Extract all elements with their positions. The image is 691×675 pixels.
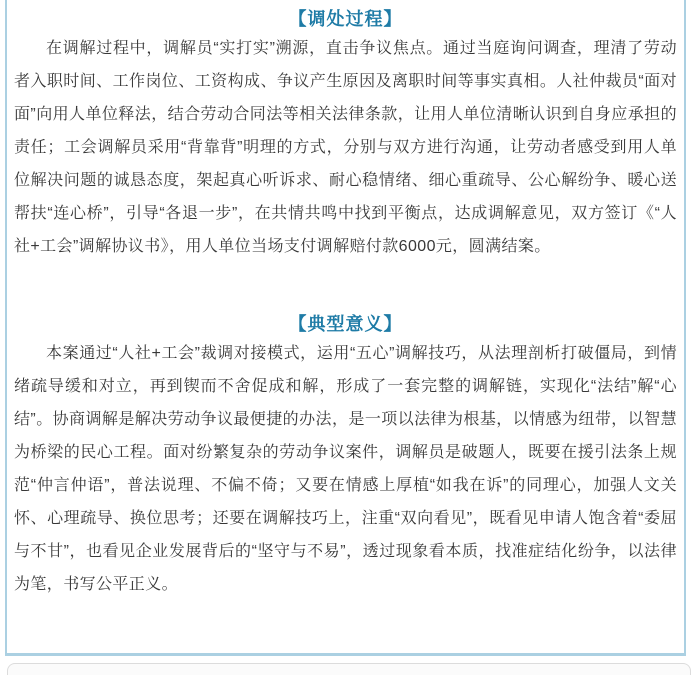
section-title-typical-significance: 【典型意义】: [288, 314, 403, 334]
section-title-mediation-process: 【调处过程】: [288, 9, 403, 29]
section-paragraph-typical-significance: 本案通过“人社+工会”裁调对接模式，运用“五心”调解技巧，从法理剖析打破僵局，到情绪疏导缓和对立，再到锲而不舍促成和解，形成了一套完整的调解链，实现化“法结”解“心结”。协商调解是解决劳动争议最便捷的办法，是一项以法律为根基，以情感为纽带，以智慧为桥梁的民心工程。面对纷繁复杂的劳动争议案件，调解员是破题人，既要在援引法条上规范“仲言仲语”，普法说理、不偏不倚；又要在情感上厚植“如我在诉”的同理心，加强人文关怀、心理疏导、换位思考；还要在调解技巧上，注重“双向看见”，既看见申请人饱含着“委屈与不甘”，也看见企业发展背后的“坚守与不易”，透过现象看本质，找准症结化纷争，以法律为笔，书写公平正义。: [14, 345, 677, 593]
next-panel-top-edge: [7, 663, 691, 675]
section-paragraph-mediation-process: 在调解过程中，调解员“实打实”溯源，直击争议焦点。通过当庭询问调查，理清了劳动者入职时间、工作岗位、工资构成、争议产生原因及离职时间等事实真相。人社仲裁员“面对面”向用人单位释法，结合劳动合同法等相关法律条款，让用人单位清晰认识到自身应承担的责任；工会调解员采用“背靠背”明理的方式，分别与双方进行沟通，让劳动者感受到用人单位解决问题的诚恳态度，架起真心听诉求、耐心稳情绪、细心重疏导、公心解纷争、暖心送帮扶“连心桥”，引导“各退一步”，在共情共鸣中找到平衡点，达成调解意见，双方签订《“人社+工会”调解协议书》，用人单位当场支付调解赔付款6000元，圆满结案。: [14, 40, 677, 255]
article-panel: [5, 0, 686, 656]
